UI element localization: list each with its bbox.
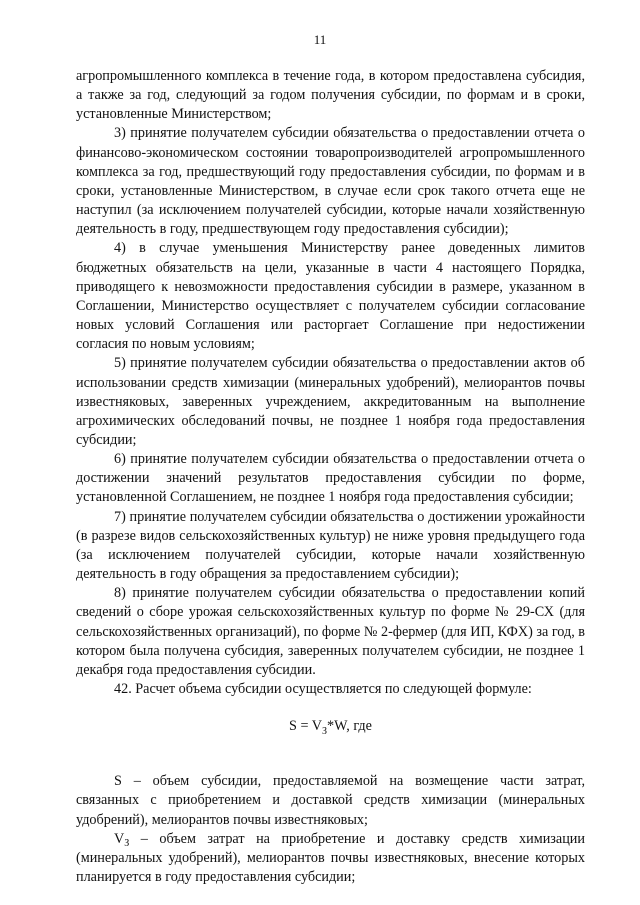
document-body <box>76 67 585 887</box>
definition-v-subscript: З <box>124 837 130 849</box>
formula-subscript: З <box>322 725 328 737</box>
subsidy-formula <box>76 717 585 736</box>
formula-rhs: *W, где <box>327 718 372 735</box>
definition-v-text: – объем затрат на приобретение и доставку средств химизации (минеральных удобрений), мелиорантов почвы известняковых, внесение которых планируется в году предоставления субсидии; <box>76 830 585 886</box>
paragraph-item-8: 8) принятие получателем субсидии обязательства о предоставлении копий сведений о сборе урожая сельскохозяйственных культур по форме № 29-СХ (для сельскохозяйственных организаций), по форме № 2-фермер (для ИП, КФХ) за год, в котором была получена субсидия, заверенных получателем субсидии, не позднее 1 декабря года предоставления субсидии. <box>76 585 585 678</box>
definition-s: S – объем субсидии, предоставляемой на возмещение части затрат, связанных с приобретением и доставкой средств химизации (минеральных удобрений), мелиорантов почвы известняковых; <box>76 773 585 828</box>
paragraph-section-42: 42. Расчет объема субсидии осуществляется по следующей формуле: <box>114 681 532 697</box>
paragraph-item-6: 6) принятие получателем субсидии обязательства о предоставлении отчета о достижении значений результатов предоставления субсидии по форме, установленной Соглашением, не позднее 1 ноября года предоставления субсидии; <box>76 451 585 506</box>
paragraph-item-7: 7) принятие получателем субсидии обязательства о достижении урожайности (в разрезе видов сельскохозяйственных культур) не ниже уровня предыдущего года (за исключением получателей субсидии, которые начали хозяйственную деятельность в году обращения за предоставлением субсидии); <box>76 508 585 583</box>
definition-v <box>76 830 585 887</box>
page-number: 11 <box>313 32 327 47</box>
paragraph-item-3: 3) принятие получателем субсидии обязательства о предоставлении отчета о финансово-экономическом состоянии товаропроизводителей агропромышленного комплекса за год, предшествующий году предоставления субсидии, по формам и в сроки, установленные Министерством, в случае если срок такого отчета еще не наступил (за исключением получателей субсидии, которые начали хозяйственную деятельность в году, предшествующем году предоставления субсидии); <box>76 125 585 238</box>
definition-v-symbol: V <box>114 830 125 847</box>
paragraph-item-5: 5) принятие получателем субсидии обязательства о предоставлении актов об использовании средств химизации (минеральных удобрений), мелиорантов почвы известняковых, заверенных учреждением, аккредитованным на выполнение агрохимических обследований почвы, не позднее 1 ноября года предоставления субсидии; <box>76 355 585 448</box>
formula-lhs: S = V <box>289 718 323 735</box>
paragraph-item-4: 4) в случае уменьшения Министерству ранее доведенных лимитов бюджетных обязательств на цели, указанные в части 4 настоящего Порядка, приводящего к невозможности предоставления субсидии в размере, указанном в Соглашении, Министерство осуществляет с получателем субсидии согласование новых условий Соглашения или расторгает Соглашение при недостижении согласия по новым условиям; <box>76 240 585 353</box>
paragraph-continuation: агропромышленного комплекса в течение года, в котором предоставлена субсидия, а также за год, следующий за годом получения субсидии, по формам и в сроки, установленные Министерством; <box>76 68 585 123</box>
